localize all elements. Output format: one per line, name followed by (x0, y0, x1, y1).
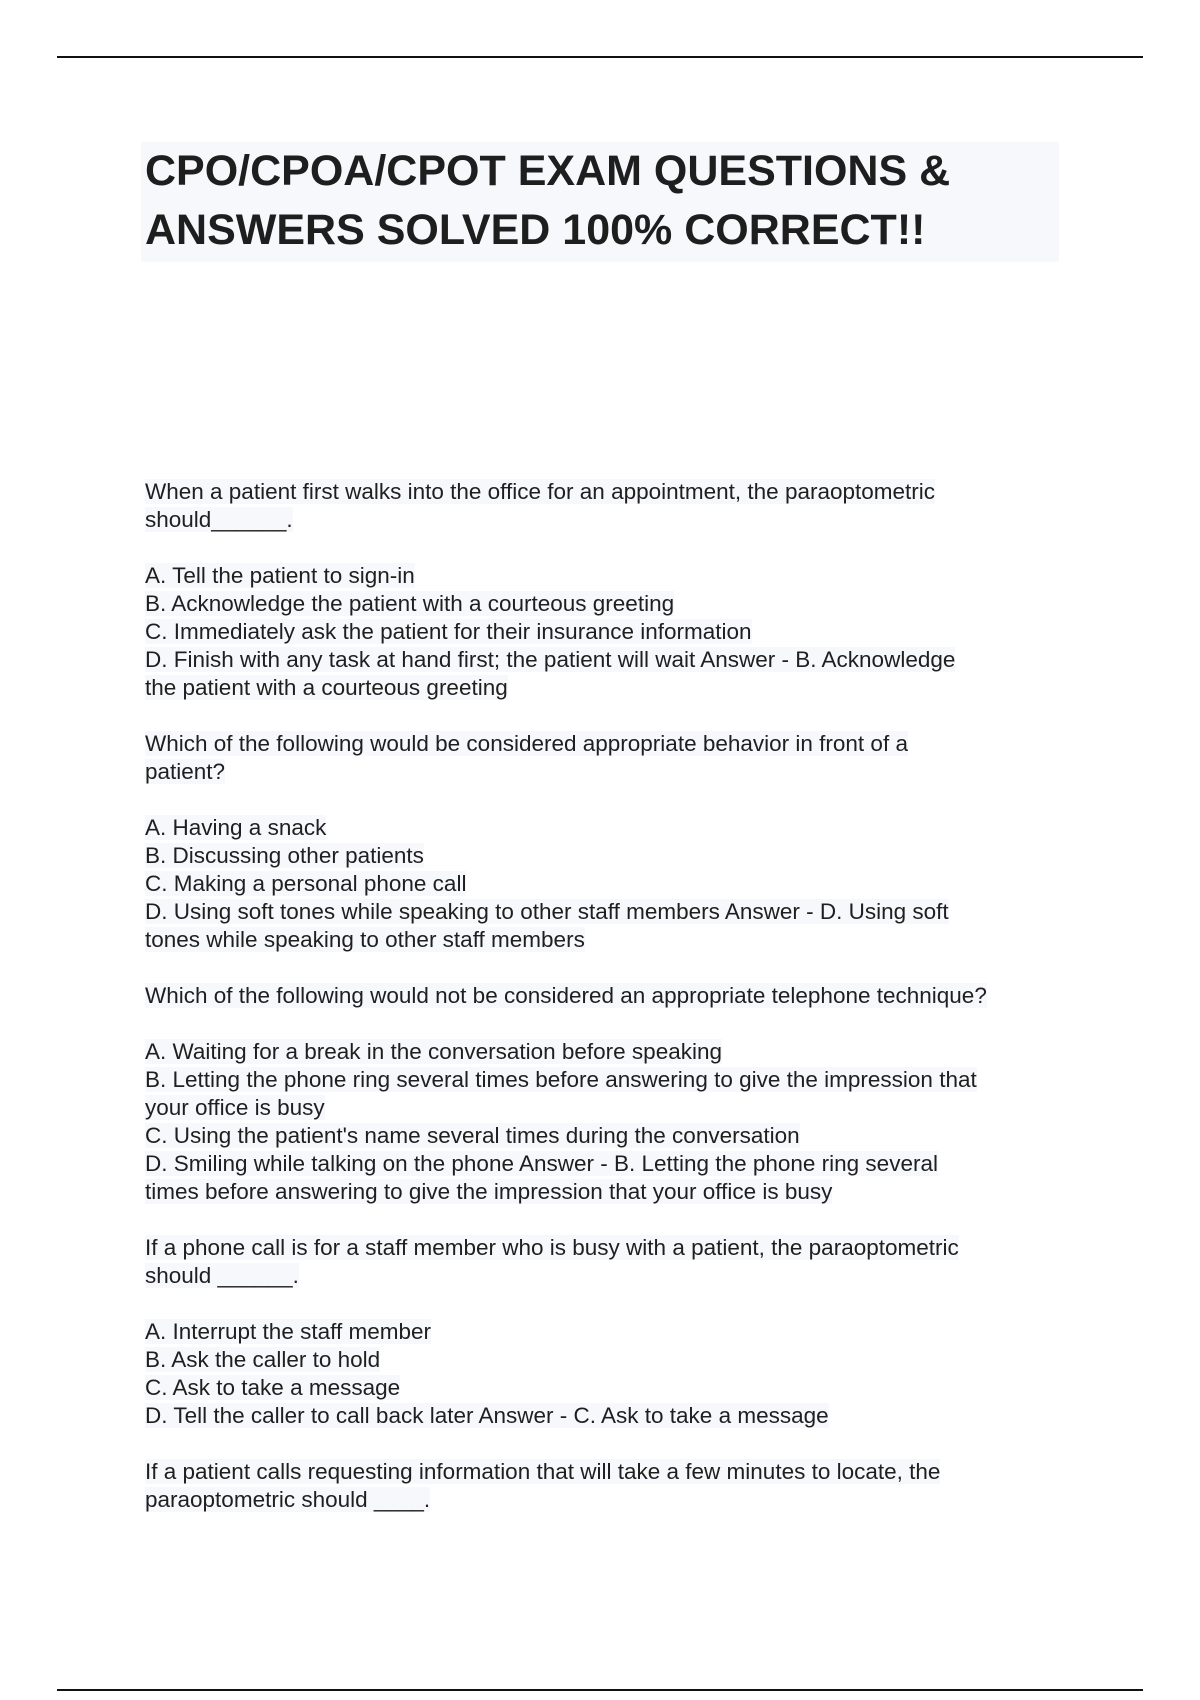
document-title (141, 142, 1059, 262)
answer-option: A. Interrupt the staff member (145, 1319, 431, 1344)
question-stem-line: should______. (145, 507, 293, 532)
answer-option: C. Immediately ask the patient for their insurance information (145, 619, 752, 644)
question-stem-line: patient? (145, 759, 226, 784)
answer-option: C. Making a personal phone call (145, 871, 467, 896)
answer-option: C. Using the patient's name several times during the conversation (145, 1123, 800, 1148)
answer-option: A. Having a snack (145, 815, 327, 840)
question-stem-line: paraoptometric should ____. (145, 1487, 431, 1512)
question-block (145, 1458, 1075, 1514)
answer-option: D. Tell the caller to call back later Answer - C. Ask to take a message (145, 1403, 829, 1428)
answer-option-continued: tones while speaking to other staff members (145, 927, 585, 952)
bottom-rule (57, 1689, 1143, 1691)
answer-option: D. Using soft tones while speaking to other staff members Answer - D. Using soft (145, 899, 949, 924)
title-line-2: ANSWERS SOLVED 100% CORRECT!! (145, 206, 926, 254)
question-stem-line: If a phone call is for a staff member who is busy with a patient, the paraoptometric (145, 1235, 959, 1260)
answer-option: B. Letting the phone ring several times before answering to give the impression that (145, 1067, 977, 1092)
answer-option: C. Ask to take a message (145, 1375, 401, 1400)
question-block (145, 1234, 1075, 1430)
question-block (145, 478, 1075, 702)
question-block (145, 982, 1075, 1206)
question-stem-line: Which of the following would not be considered an appropriate telephone technique? (145, 983, 987, 1008)
question-stem-line: Which of the following would be considered appropriate behavior in front of a (145, 731, 908, 756)
question-stem-line: When a patient first walks into the office for an appointment, the paraoptometric (145, 479, 936, 504)
answer-option-continued: the patient with a courteous greeting (145, 675, 508, 700)
title-line-1: CPO/CPOA/CPOT EXAM QUESTIONS & (145, 147, 951, 195)
answer-option: A. Waiting for a break in the conversation before speaking (145, 1039, 722, 1064)
question-stem-line: should ______. (145, 1263, 299, 1288)
answer-option-continued: your office is busy (145, 1095, 325, 1120)
answer-option: D. Finish with any task at hand first; the patient will wait Answer - B. Acknowledge (145, 647, 956, 672)
answer-option: D. Smiling while talking on the phone Answer - B. Letting the phone ring several (145, 1151, 938, 1176)
answer-option: B. Discussing other patients (145, 843, 424, 868)
question-stem-line: If a patient calls requesting information that will take a few minutes to locate, the (145, 1459, 941, 1484)
question-block (145, 730, 1075, 954)
questions-list (145, 478, 1075, 1542)
answer-option-continued: times before answering to give the impression that your office is busy (145, 1179, 833, 1204)
answer-option: A. Tell the patient to sign-in (145, 563, 415, 588)
answer-option: B. Ask the caller to hold (145, 1347, 381, 1372)
answer-option: B. Acknowledge the patient with a courteous greeting (145, 591, 675, 616)
top-rule (57, 56, 1143, 58)
